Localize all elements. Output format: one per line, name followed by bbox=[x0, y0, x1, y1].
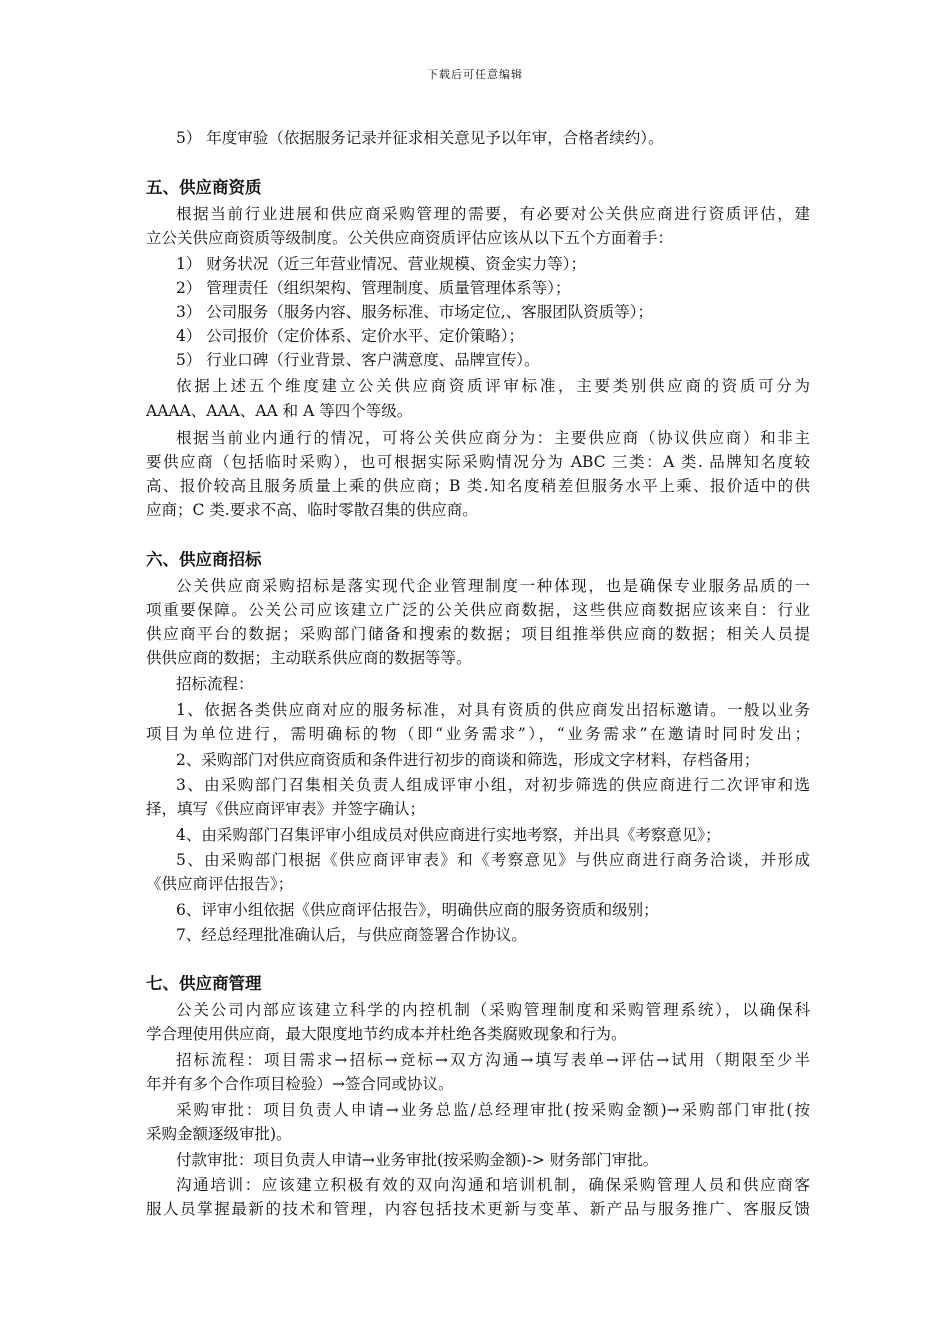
section-5-paragraph-line: 应商；C 类.要求不高、临时零散召集的供应商。 bbox=[146, 501, 478, 519]
section-6-paragraph-line: 供应商平台的数据；采购部门储备和搜索的数据；项目组推举供应商的数据；相关人员提 bbox=[146, 625, 810, 643]
flow-label: 招标流程： bbox=[176, 675, 254, 693]
section-6-paragraph-line: 供供应商的数据；主动联系供应商的数据等等。 bbox=[146, 649, 472, 667]
list-item: 5） 行业口碑（行业背景、客户满意度、品牌宣传）。 bbox=[176, 351, 540, 369]
step-line: 2、采购部门对供应商资质和条件进行初步的商谈和筛选，形成文字材料，存档备用； bbox=[176, 751, 760, 769]
step-line: 3、由采购部门召集相关负责人组成评审小组，对初步筛选的供应商进行二次评审和选 bbox=[176, 776, 810, 794]
section-5-paragraph-line: 根据当前业内通行的情况，可将公关供应商分为：主要供应商（协议供应商）和非主 bbox=[176, 429, 810, 447]
section-7-paragraph-line: 招标流程：项目需求→招标→竞标→双方沟通→填写表单→评估→试用（期限至少半 bbox=[176, 1051, 810, 1069]
intro-item: 5） 年度审验（依据服务记录并征求相关意见予以年审，合格者续约）。 bbox=[176, 129, 664, 147]
section-5-heading: 五、供应商资质 bbox=[146, 178, 262, 197]
section-7-paragraph-line: 服人员掌握最新的技术和管理，内容包括技术更新与变革、新产品与服务推广、客服反馈 bbox=[146, 1200, 810, 1218]
section-5-paragraph-line: 高、报价较高且服务质量上乘的供应商；B 类.知名度稍差但服务水平上乘、报价适中的供 bbox=[146, 477, 810, 495]
section-7-paragraph-line: 采购金额逐级审批)。 bbox=[146, 1125, 292, 1143]
step-line: 6、评审小组依据《供应商评估报告》，明确供应商的服务资质和级别； bbox=[176, 901, 659, 919]
section-5-paragraph-line: 根据当前行业进展和供应商采购管理的需要，有必要对公关供应商进行资质评估，建 bbox=[176, 205, 810, 223]
section-7-paragraph-line: 付款审批：项目负责人申请→业务审批(按采购金额)-> 财务部门审批。 bbox=[176, 1151, 659, 1169]
section-5-paragraph-line: 立公关供应商资质等级制度。公关供应商资质评估应该从以下五个方面着手： bbox=[146, 229, 674, 247]
section-7-paragraph-line: 公关公司内部应该建立科学的内控机制（采购管理制度和采购管理系统），以确保科 bbox=[176, 1001, 810, 1019]
list-item: 4） 公司报价（定价体系、定价水平、定价策略）； bbox=[176, 327, 525, 345]
section-6-heading: 六、供应商招标 bbox=[146, 550, 262, 569]
step-line: 1、依据各类供应商对应的服务标准，对具有资质的供应商发出招标邀请。一般以业务 bbox=[176, 701, 810, 719]
list-item: 2） 管理责任（组织架构、管理制度、质量管理体系等）； bbox=[176, 279, 571, 297]
section-7-paragraph-line: 沟通培训：应该建立积极有效的双向沟通和培训机制，确保采购管理人员和供应商客 bbox=[176, 1176, 810, 1194]
step-line: 5、由采购部门根据《供应商评审表》和《考察意见》与供应商进行商务洽谈，并形成 bbox=[176, 851, 810, 869]
section-7-heading: 七、供应商管理 bbox=[146, 974, 262, 993]
section-7-paragraph-line: 年并有多个合作项目检验）→签合同或协议。 bbox=[146, 1075, 454, 1093]
step-line: 《供应商评估报告》； bbox=[146, 875, 294, 893]
section-7-paragraph-line: 采购审批：项目负责人申请→业务总监/总经理审批(按采购金额)→采购部门审批(按 bbox=[176, 1101, 810, 1119]
section-6-paragraph-line: 公关供应商采购招标是落实现代企业管理制度一种体现，也是确保专业服务品质的一 bbox=[176, 577, 810, 595]
page-header: 下载后可任意编辑 bbox=[427, 68, 523, 81]
list-item: 1） 财务状况（近三年营业情况、营业规模、资金实力等）； bbox=[176, 255, 587, 273]
section-7-paragraph-line: 学合理使用供应商，最大限度地节约成本并杜绝各类腐败现象和行为。 bbox=[146, 1025, 627, 1043]
step-line: 7、经总经理批准确认后，与供应商签署合作协议。 bbox=[176, 926, 527, 944]
step-line: 择，填写《供应商评审表》并签字确认； bbox=[146, 800, 426, 818]
list-item: 3） 公司服务（服务内容、服务标准、市场定位,、客服团队资质等）； bbox=[176, 303, 653, 321]
section-5-paragraph-line: AAAA、AAA、AA 和 A 等四个等级。 bbox=[146, 402, 413, 420]
section-6-paragraph-line: 项重要保障。公关公司应该建立广泛的公关供应商数据，这些供应商数据应该来自：行业 bbox=[146, 601, 810, 619]
section-5-paragraph-line: 要供应商（包括临时采购），也可根据实际采购情况分为 ABC 三类：A 类. 品牌知名度较 bbox=[146, 453, 810, 471]
section-5-paragraph-line: 依据上述五个维度建立公关供应商资质评审标准，主要类别供应商的资质可分为 bbox=[176, 377, 810, 395]
step-line: 4、由采购部门召集评审小组成员对供应商进行实地考察，并出具《考察意见》； bbox=[176, 826, 721, 844]
step-line: 项目为单位进行，需明确标的物（即“业务需求”），“业务需求”在邀请时同时发出； bbox=[146, 725, 810, 743]
